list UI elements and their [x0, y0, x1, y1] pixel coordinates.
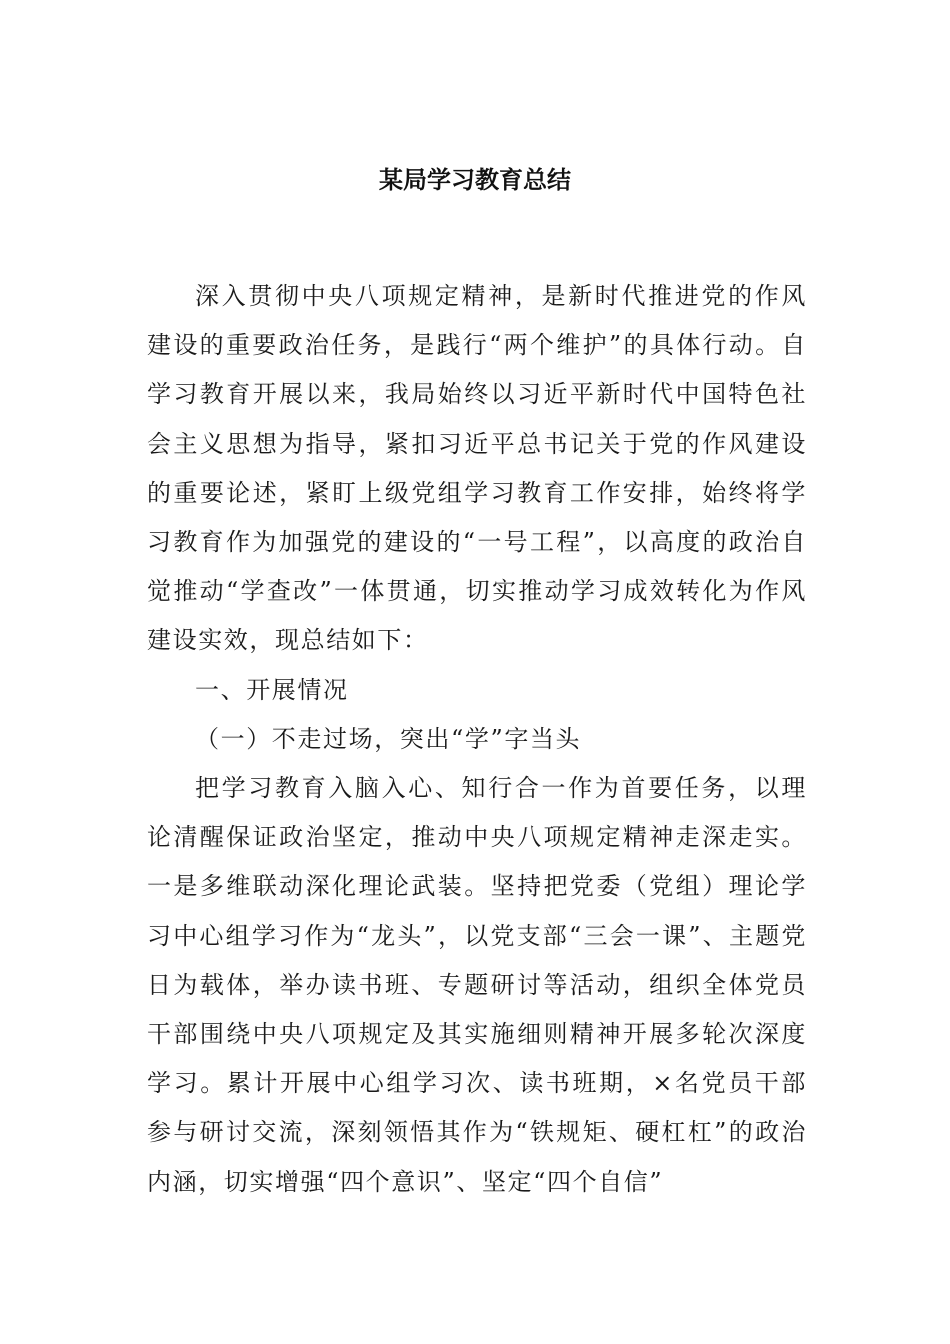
paragraph-study: 把学习教育入脑入心、知行合一作为首要任务，以理论清醒保证政治坚定，推动中央八项规定精神走深走实。一是多维联动深化理论武装。坚持把党委（党组）理论学习中心组学习作为“龙头”，以党支部“三会一课”、主题党日为载体，举办读书班、专题研讨等活动，组织全体党员干部围绕中央八项规定及其实施细则精神开展多轮次深度学习。累计开展中心组学习次、读书班期，×名党员干部参与研讨交流，深刻领悟其作为“铁规矩、硬杠杠”的政治内涵，切实增强“四个意识”、坚定“四个自信”: [147, 774, 807, 1196]
subsection-heading: （一）不走过场，突出“学”字当头: [195, 724, 582, 753]
document-body: [147, 272, 807, 1207]
document-title: 某局学习教育总结: [379, 165, 571, 194]
section-heading: 一、开展情况: [195, 675, 349, 704]
paragraph-intro: 深入贯彻中央八项规定精神，是新时代推进党的作风建设的重要政治任务，是践行“两个维护”的具体行动。自学习教育开展以来，我局始终以习近平新时代中国特色社会主义思想为指导，紧扣习近平总书记关于党的作风建设的重要论述，紧盯上级党组学习教育工作安排，始终将学习教育作为加强党的建设的“一号工程”，以高度的政治自觉推动“学查改”一体贯通，切实推动学习成效转化为作风建设实效，现总结如下：: [147, 282, 807, 655]
